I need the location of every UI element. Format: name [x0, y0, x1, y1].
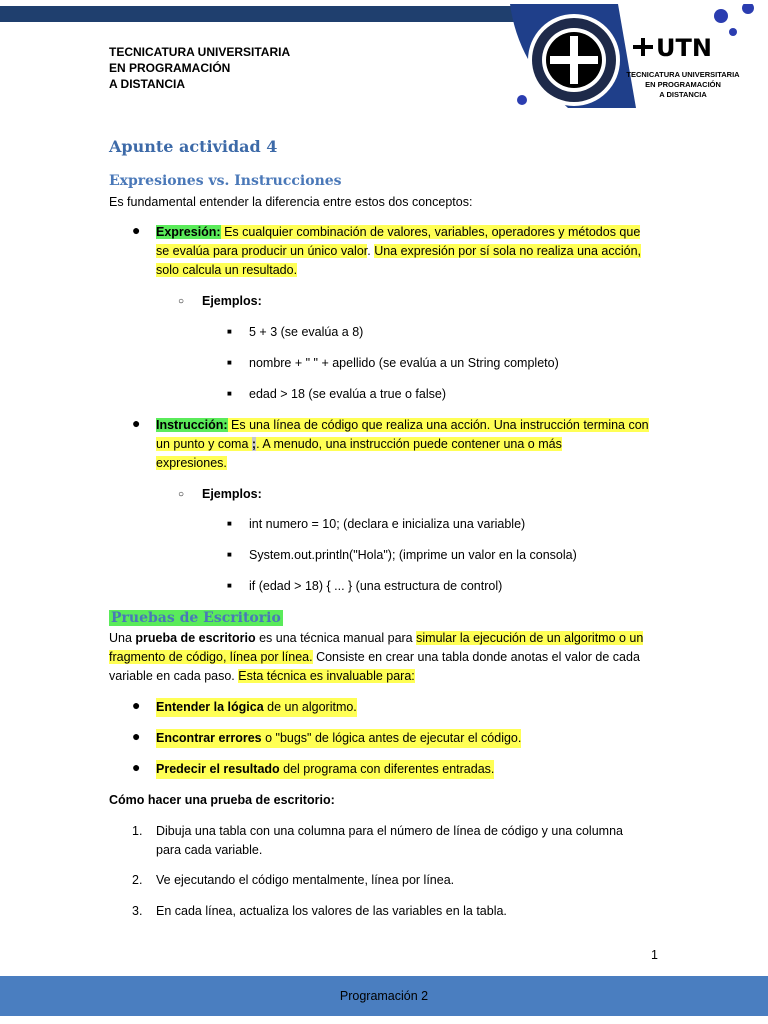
square-bullet-icon: ■ [227, 581, 232, 590]
bullet-icon: ● [132, 728, 141, 744]
benefit-item: Predecir el resultado del programa con diferentes entradas. [156, 760, 494, 779]
instruction-definition: Instrucción: Es una línea de código que realiza una acción. Una instrucción termina con un punto y coma ;. A menudo, una instrucción puede contener una o más expresiones. [156, 418, 649, 470]
svg-text:EN PROGRAMACIÓN: EN PROGRAMACIÓN [645, 80, 721, 89]
instr-example-item: if (edad > 18) { ... } (una estructura de control) [249, 579, 503, 593]
instr-example-item: System.out.println("Hola"); (imprime un valor en la consola) [249, 548, 577, 562]
header-bar [0, 6, 518, 22]
how-to-heading: Cómo hacer una prueba de escritorio: [109, 793, 335, 807]
step-item: Dibuja una tabla con una columna para el número de línea de código y una columna para cada variable. [156, 824, 623, 857]
step-item: Ve ejecutando el código mentalmente, línea por línea. [156, 873, 455, 887]
expr-example-item: 5 + 3 (se evalúa a 8) [249, 325, 364, 339]
page-number: 1 [651, 948, 658, 962]
benefit-item: Encontrar errores o "bugs" de lógica antes de ejecutar el código. [156, 729, 521, 748]
benefit-item: Entender la lógica de un algoritmo. [156, 698, 357, 717]
expr-examples-label: Ejemplos: [202, 294, 262, 308]
pruebas-paragraph: Una prueba de escritorio es una técnica manual para simular la ejecución de un algoritmo o un fragmento de código, línea por línea. Consiste en crear una tabla donde anotas el valor de cada variable en cada paso. Esta técnica es invaluable para: [109, 631, 644, 683]
step-number: 2. [132, 873, 143, 887]
section-heading-expresiones: Expresiones vs. Instrucciones [109, 173, 342, 189]
step-number: 3. [132, 904, 143, 918]
instr-examples-label: Ejemplos: [202, 487, 262, 501]
square-bullet-icon: ■ [227, 327, 232, 336]
expr-example-item: nombre + " " + apellido (se evalúa a un String completo) [249, 356, 559, 370]
instr-example-item: int numero = 10; (declara e inicializa una variable) [249, 517, 526, 531]
bullet-icon: ● [132, 697, 141, 713]
svg-text:UTN: UTN [656, 34, 712, 62]
circle-bullet-icon: ○ [178, 489, 185, 500]
square-bullet-icon: ■ [227, 519, 232, 528]
footer-text: Programación 2 [339, 989, 429, 1003]
svg-text:TECNICATURA UNIVERSITARIA: TECNICATURA UNIVERSITARIA [626, 70, 740, 79]
utn-logo [508, 4, 768, 108]
section-heading-pruebas: Pruebas de Escritorio [111, 610, 281, 626]
circle-bullet-icon: ○ [178, 296, 185, 307]
section-intro: Es fundamental entender la diferencia entre estos dos conceptos: [109, 195, 473, 209]
svg-text:A DISTANCIA: A DISTANCIA [659, 90, 707, 99]
bullet-icon: ● [132, 222, 141, 238]
square-bullet-icon: ■ [227, 550, 232, 559]
bullet-icon: ● [132, 759, 141, 775]
square-bullet-icon: ■ [227, 389, 232, 398]
step-number: 1. [132, 824, 143, 838]
footer-bar [0, 976, 768, 1016]
square-bullet-icon: ■ [227, 358, 232, 367]
page-title: Apunte actividad 4 [109, 137, 278, 156]
org-name: TECNICATURA UNIVERSITARIA EN PROGRAMACIÓN A DISTANCIA [109, 45, 291, 91]
expr-example-item: edad > 18 (se evalúa a true o false) [249, 387, 447, 401]
bullet-icon: ● [132, 415, 141, 431]
expression-definition: Expresión: Es cualquier combinación de valores, variables, operadores y métodos que se evalúa para producir un único valor. Una expresión por sí sola no realiza una acción, solo calcula un resultado. [156, 225, 642, 277]
step-item: En cada línea, actualiza los valores de las variables en la tabla. [156, 904, 507, 918]
